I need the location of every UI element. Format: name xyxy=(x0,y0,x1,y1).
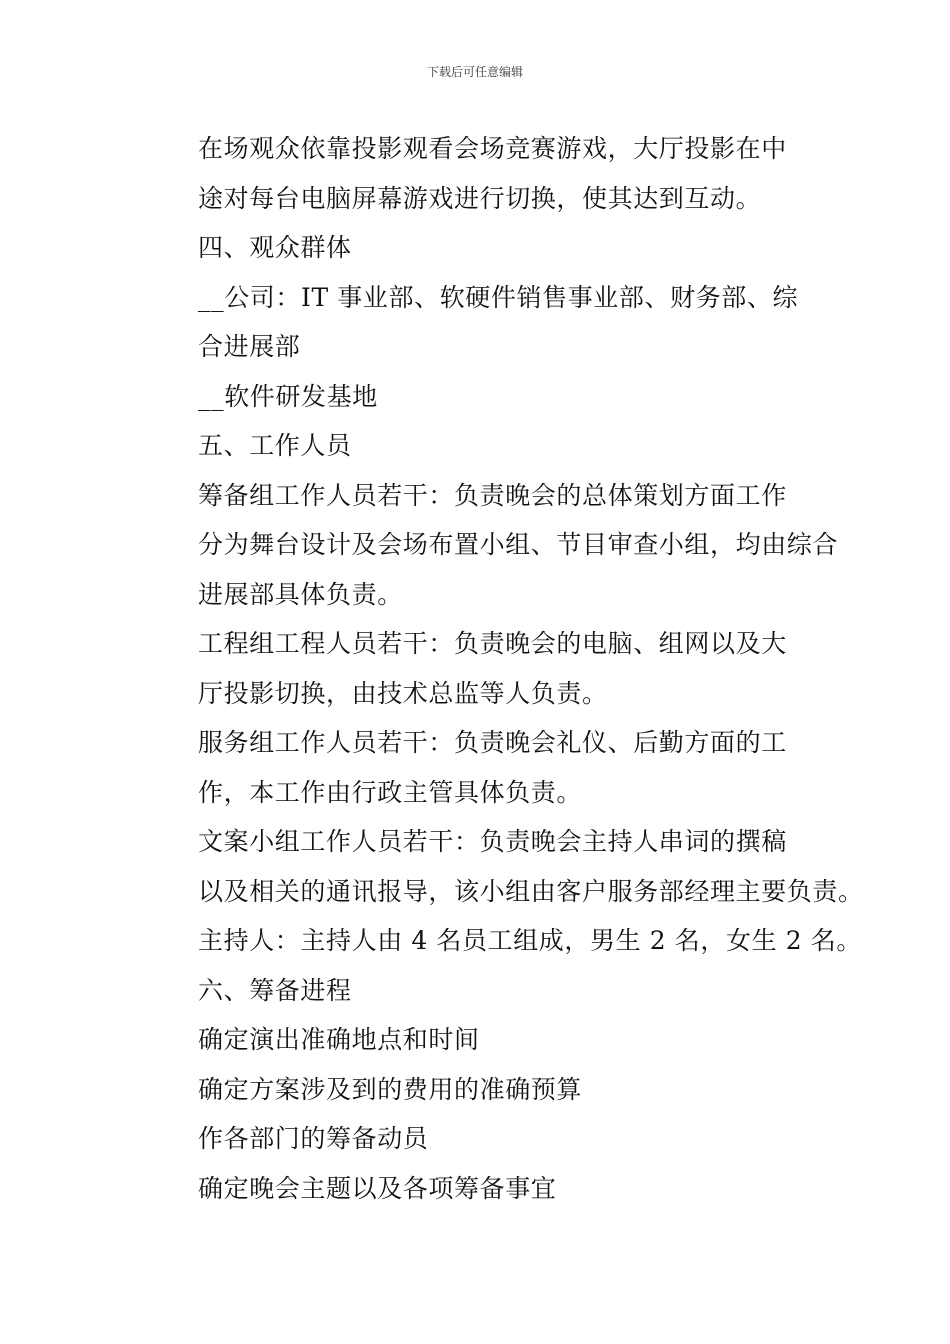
list-item-location-time xyxy=(146,1015,814,1065)
section-heading-preparation-process xyxy=(146,966,814,1016)
text-line: 合进展部 xyxy=(198,332,301,361)
paragraph-engineering-group xyxy=(146,619,814,718)
text-line: 六、筹备进程 xyxy=(198,975,352,1005)
paragraph-software-base xyxy=(146,372,814,422)
page-header: 下载后可任意编辑 xyxy=(426,65,523,79)
text-line: 确定方案涉及到的费用的准确预算 xyxy=(198,1074,583,1104)
text-line: 确定演出准确地点和时间 xyxy=(198,1025,480,1054)
text-line: 分为舞台设计及会场布置小组、节目审查小组，均由综合 xyxy=(198,530,839,559)
paragraph-copywriting-group xyxy=(146,817,864,916)
paragraph-company-departments xyxy=(146,273,814,372)
list-item-budget xyxy=(146,1065,814,1115)
text-line: 工程组工程人员若干：负责晚会的电脑、组网以及大 xyxy=(198,629,787,658)
section-heading-audience xyxy=(146,223,814,273)
text-line: __公司：IT 事业部、软硬件销售事业部、财务部、综 xyxy=(198,282,799,312)
paragraph-preparation-group xyxy=(146,471,839,620)
text-line: 途对每台电脑屏幕游戏进行切换，使其达到互动。 xyxy=(198,183,762,213)
text-line: 五、工作人员 xyxy=(198,431,352,460)
paragraph-audience-projection xyxy=(146,124,814,223)
document-body xyxy=(146,124,864,1213)
text-line: 筹备组工作人员若干：负责晚会的总体策划方面工作 xyxy=(198,480,787,510)
text-line: 以及相关的通讯报导，该小组由客户服务部经理主要负责。 xyxy=(198,876,864,906)
section-heading-staff xyxy=(146,421,814,471)
list-item-theme xyxy=(146,1164,814,1214)
list-item-mobilization xyxy=(146,1114,814,1164)
text-line: 主持人：主持人由 4 名员工组成，男生 2 名，女生 2 名。 xyxy=(198,926,862,955)
text-line: 文案小组工作人员若干：负责晚会主持人串词的撰稿 xyxy=(198,827,787,856)
text-line: 服务组工作人员若干：负责晚会礼仪、后勤方面的工 xyxy=(198,728,787,757)
text-line: 厅投影切换，由技术总监等人负责。 xyxy=(198,678,608,708)
text-line: 作，本工作由行政主管具体负责。 xyxy=(198,777,583,807)
text-line: 四、观众群体 xyxy=(198,233,352,262)
paragraph-hosts xyxy=(146,916,862,966)
paragraph-service-group xyxy=(146,718,814,817)
text-line: 在场观众依靠投影观看会场竞赛游戏，大厅投影在中 xyxy=(198,134,787,163)
text-line: 作各部门的筹备动员 xyxy=(198,1124,429,1153)
text-line: 进展部具体负责。 xyxy=(198,579,403,609)
text-line: 确定晚会主题以及各项筹备事宜 xyxy=(198,1173,557,1203)
text-line: __软件研发基地 xyxy=(198,381,378,411)
